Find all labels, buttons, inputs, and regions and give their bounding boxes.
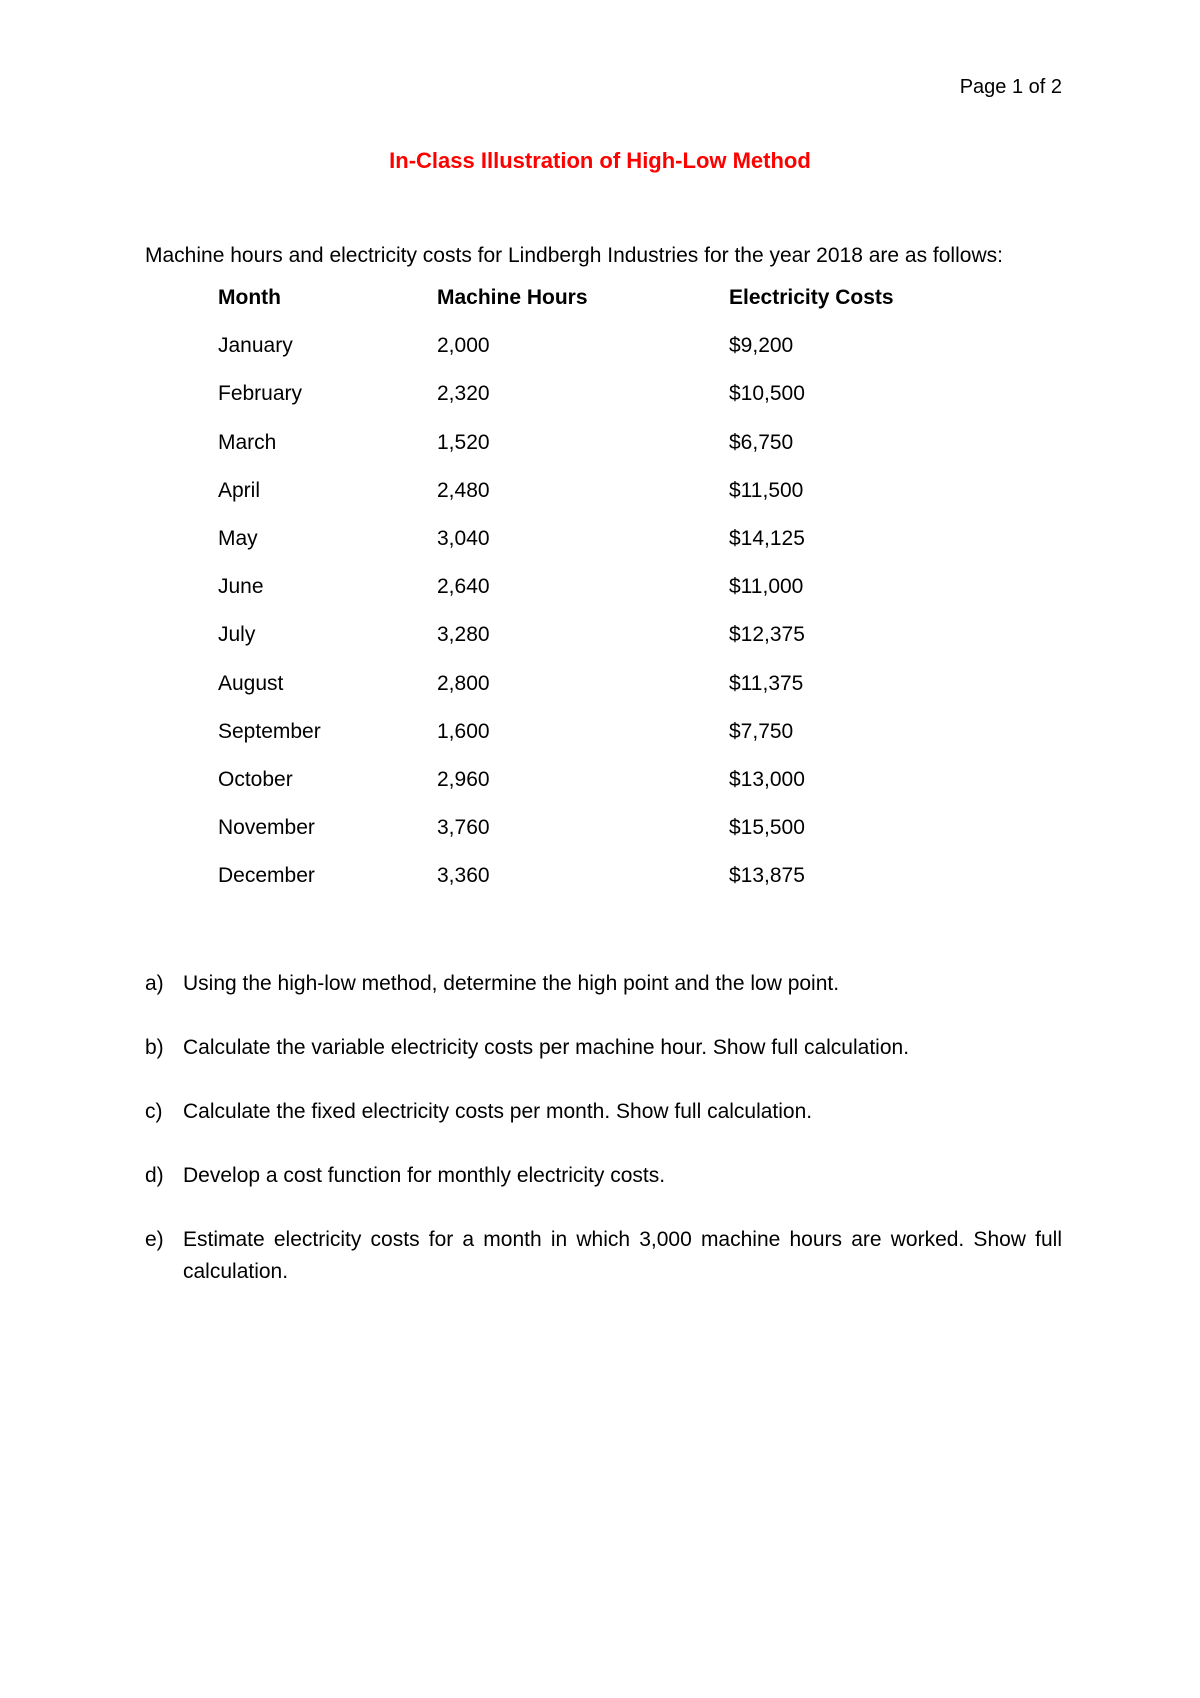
question-item	[145, 968, 1062, 1000]
page-number: Page 1 of 2	[959, 76, 1062, 98]
header-month: Month	[218, 286, 281, 309]
cell-machine-hours: 2,960	[437, 767, 490, 791]
cell-machine-hours: 3,360	[437, 864, 490, 888]
cell-month: October	[218, 767, 293, 791]
data-table	[218, 286, 929, 912]
question-letter: d)	[145, 1164, 164, 1187]
header-electricity-costs: Electricity Costs	[729, 286, 894, 309]
header-machine-hours: Machine Hours	[437, 286, 588, 309]
table-row	[218, 623, 929, 671]
intro-text: Machine hours and electricity costs for Lindbergh Industries for the year 2018 are as follows:	[145, 244, 1003, 267]
question-text: Using the high-low method, determine the high point and the low point.	[183, 972, 840, 995]
question-text: Calculate the variable electricity costs per machine hour. Show full calculation.	[183, 1036, 910, 1059]
cell-machine-hours: 2,320	[437, 382, 490, 406]
table-row	[218, 479, 929, 527]
question-letter: a)	[145, 972, 164, 995]
cell-machine-hours: 3,280	[437, 623, 490, 647]
table-row	[218, 431, 929, 479]
cell-month: February	[218, 382, 303, 406]
cell-electricity-costs: $11,000	[729, 575, 804, 599]
cell-month: April	[218, 478, 261, 502]
cell-machine-hours: 1,520	[437, 430, 490, 454]
question-item	[145, 1032, 1062, 1064]
cell-electricity-costs: $13,000	[729, 767, 805, 791]
cell-month: August	[218, 671, 284, 695]
cell-month: September	[218, 719, 321, 743]
cell-electricity-costs: $12,375	[729, 623, 805, 647]
question-letter: c)	[145, 1100, 163, 1123]
cell-month: December	[218, 864, 315, 888]
table-row	[218, 382, 929, 430]
question-text: Calculate the fixed electricity costs per month. Show full calculation.	[183, 1100, 813, 1123]
table-row	[218, 864, 929, 912]
cell-electricity-costs: $14,125	[729, 526, 805, 550]
cell-month: March	[218, 430, 277, 454]
table-row	[218, 672, 929, 720]
table-header-row	[218, 286, 929, 334]
question-item	[145, 1160, 1062, 1192]
question-list	[145, 968, 1062, 1320]
cell-electricity-costs: $10,500	[729, 382, 805, 406]
cell-machine-hours: 2,640	[437, 575, 490, 599]
question-item	[145, 1224, 1062, 1288]
table-row	[218, 720, 929, 768]
cell-electricity-costs: $9,200	[729, 334, 794, 358]
cell-machine-hours: 3,040	[437, 526, 490, 550]
cell-month: May	[218, 526, 258, 550]
cell-electricity-costs: $15,500	[729, 816, 805, 840]
question-item	[145, 1096, 1062, 1128]
cell-electricity-costs: $11,375	[729, 671, 804, 695]
question-letter: b)	[145, 1036, 164, 1059]
cell-electricity-costs: $7,750	[729, 719, 794, 743]
cell-electricity-costs: $13,875	[729, 864, 805, 888]
table-row	[218, 527, 929, 575]
cell-electricity-costs: $6,750	[729, 430, 794, 454]
question-letter: e)	[145, 1228, 164, 1251]
cell-machine-hours: 2,000	[437, 334, 490, 358]
cell-month: June	[218, 575, 264, 599]
page-title: In-Class Illustration of High-Low Method	[389, 148, 811, 173]
cell-month: January	[218, 334, 293, 358]
cell-month: July	[218, 623, 256, 647]
question-text: Estimate electricity costs for a month in which 3,000 machine hours are worked. Show full calculation.	[183, 1228, 1062, 1283]
question-text: Develop a cost function for monthly electricity costs.	[183, 1164, 666, 1187]
cell-machine-hours: 3,760	[437, 816, 490, 840]
table-row	[218, 334, 929, 382]
cell-machine-hours: 2,800	[437, 671, 490, 695]
table-row	[218, 575, 929, 623]
cell-month: November	[218, 816, 315, 840]
cell-electricity-costs: $11,500	[729, 478, 804, 502]
table-body	[218, 334, 929, 912]
table-row	[218, 816, 929, 864]
cell-machine-hours: 1,600	[437, 719, 490, 743]
table-row	[218, 768, 929, 816]
cell-machine-hours: 2,480	[437, 478, 490, 502]
